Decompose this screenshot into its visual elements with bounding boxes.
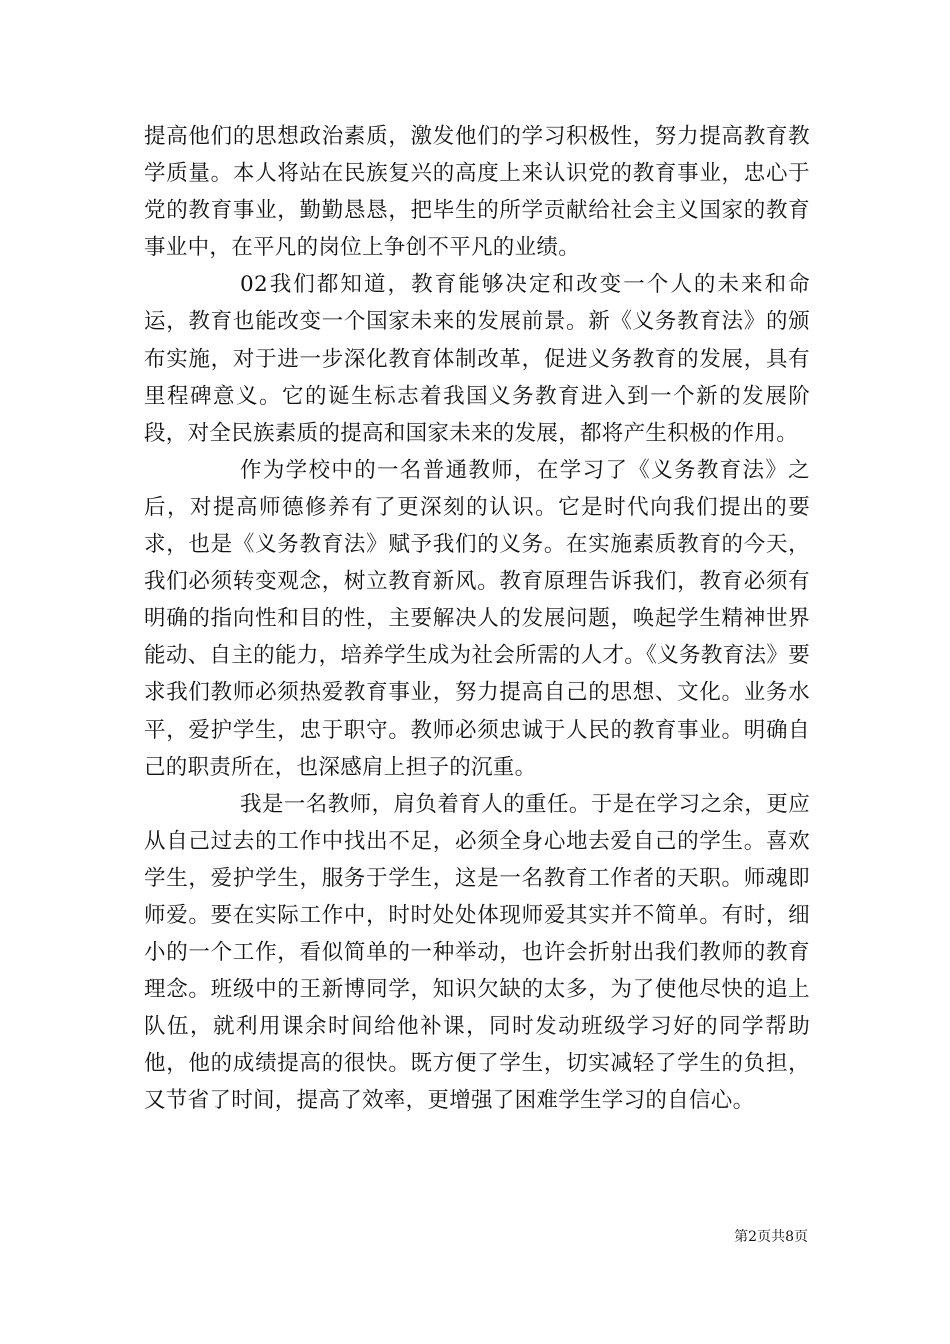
- paragraph-continuation: 提高他们的思想政治素质，激发他们的学习积极性，努力提高教育教学质量。本人将站在民族复兴的高度上来认识党的教育事业，忠心于党的教育事业，勤勤恳恳，把毕生的所学贡献给社会主义国家的教育事业中，在平凡的岗位上争创不平凡的业绩。: [144, 124, 810, 261]
- paragraph-teacher-reflection: 作为学校中的一名普通教师，在学习了《义务教育法》之后，对提高师德修养有了更深刻的认识。它是时代向我们提出的要求，也是《义务教育法》赋予我们的义务。在实施素质教育的今天，我们必须转变观念，树立教育新风。教育原理告诉我们，教育必须有明确的指向性和目的性，主要解决人的发展问题，唤起学生精神世界能动、自主的能力，培养学生成为社会所需的人才。《义务教育法》要求我们教师必须热爱教育事业，努力提高自己的思想、文化。业务水平，爱护学生，忠于职守。教师必须忠诚于人民的教育事业。明确自己的职责所在，也深感肩上担子的沉重。: [144, 457, 810, 780]
- paragraph-teacher-duty: 我是一名教师，肩负着育人的重任。于是在学习之余，更应从自己过去的工作中找出不足，必须全身心地去爱自己的学生。喜欢学生，爱护学生，服务于学生，这是一名教育工作者的天职。师魂即师爱。要在实际工作中，时时处处体现师爱其实并不简单。有时，细小的一个工作，看似简单的一种举动，也许会折射出我们教师的教育理念。班级中的王新博同学，知识欠缺的太多，为了使他尽快的追上队伍，就利用课余时间给他补课，同时发动班级学习好的同学帮助他，他的成绩提高的很快。既方便了学生，切实减轻了学生的负担，又节省了时间，提高了效率，更增强了困难学生学习的自信心。: [144, 791, 810, 1114]
- document-body: [144, 118, 810, 1120]
- page-number-footer: 第2页共8页: [734, 1229, 808, 1245]
- paragraph-02-intro: 02我们都知道，教育能够决定和改变一个人的未来和命运，教育也能改变一个国家未来的发展前景。新《义务教育法》的颁布实施，对于进一步深化教育体制改革，促进义务教育的发展，具有里程碑意义。它的诞生标志着我国义务教育进入到一个新的发展阶段，对全民族素质的提高和国家未来的发展，都将产生积极的作用。: [144, 272, 810, 446]
